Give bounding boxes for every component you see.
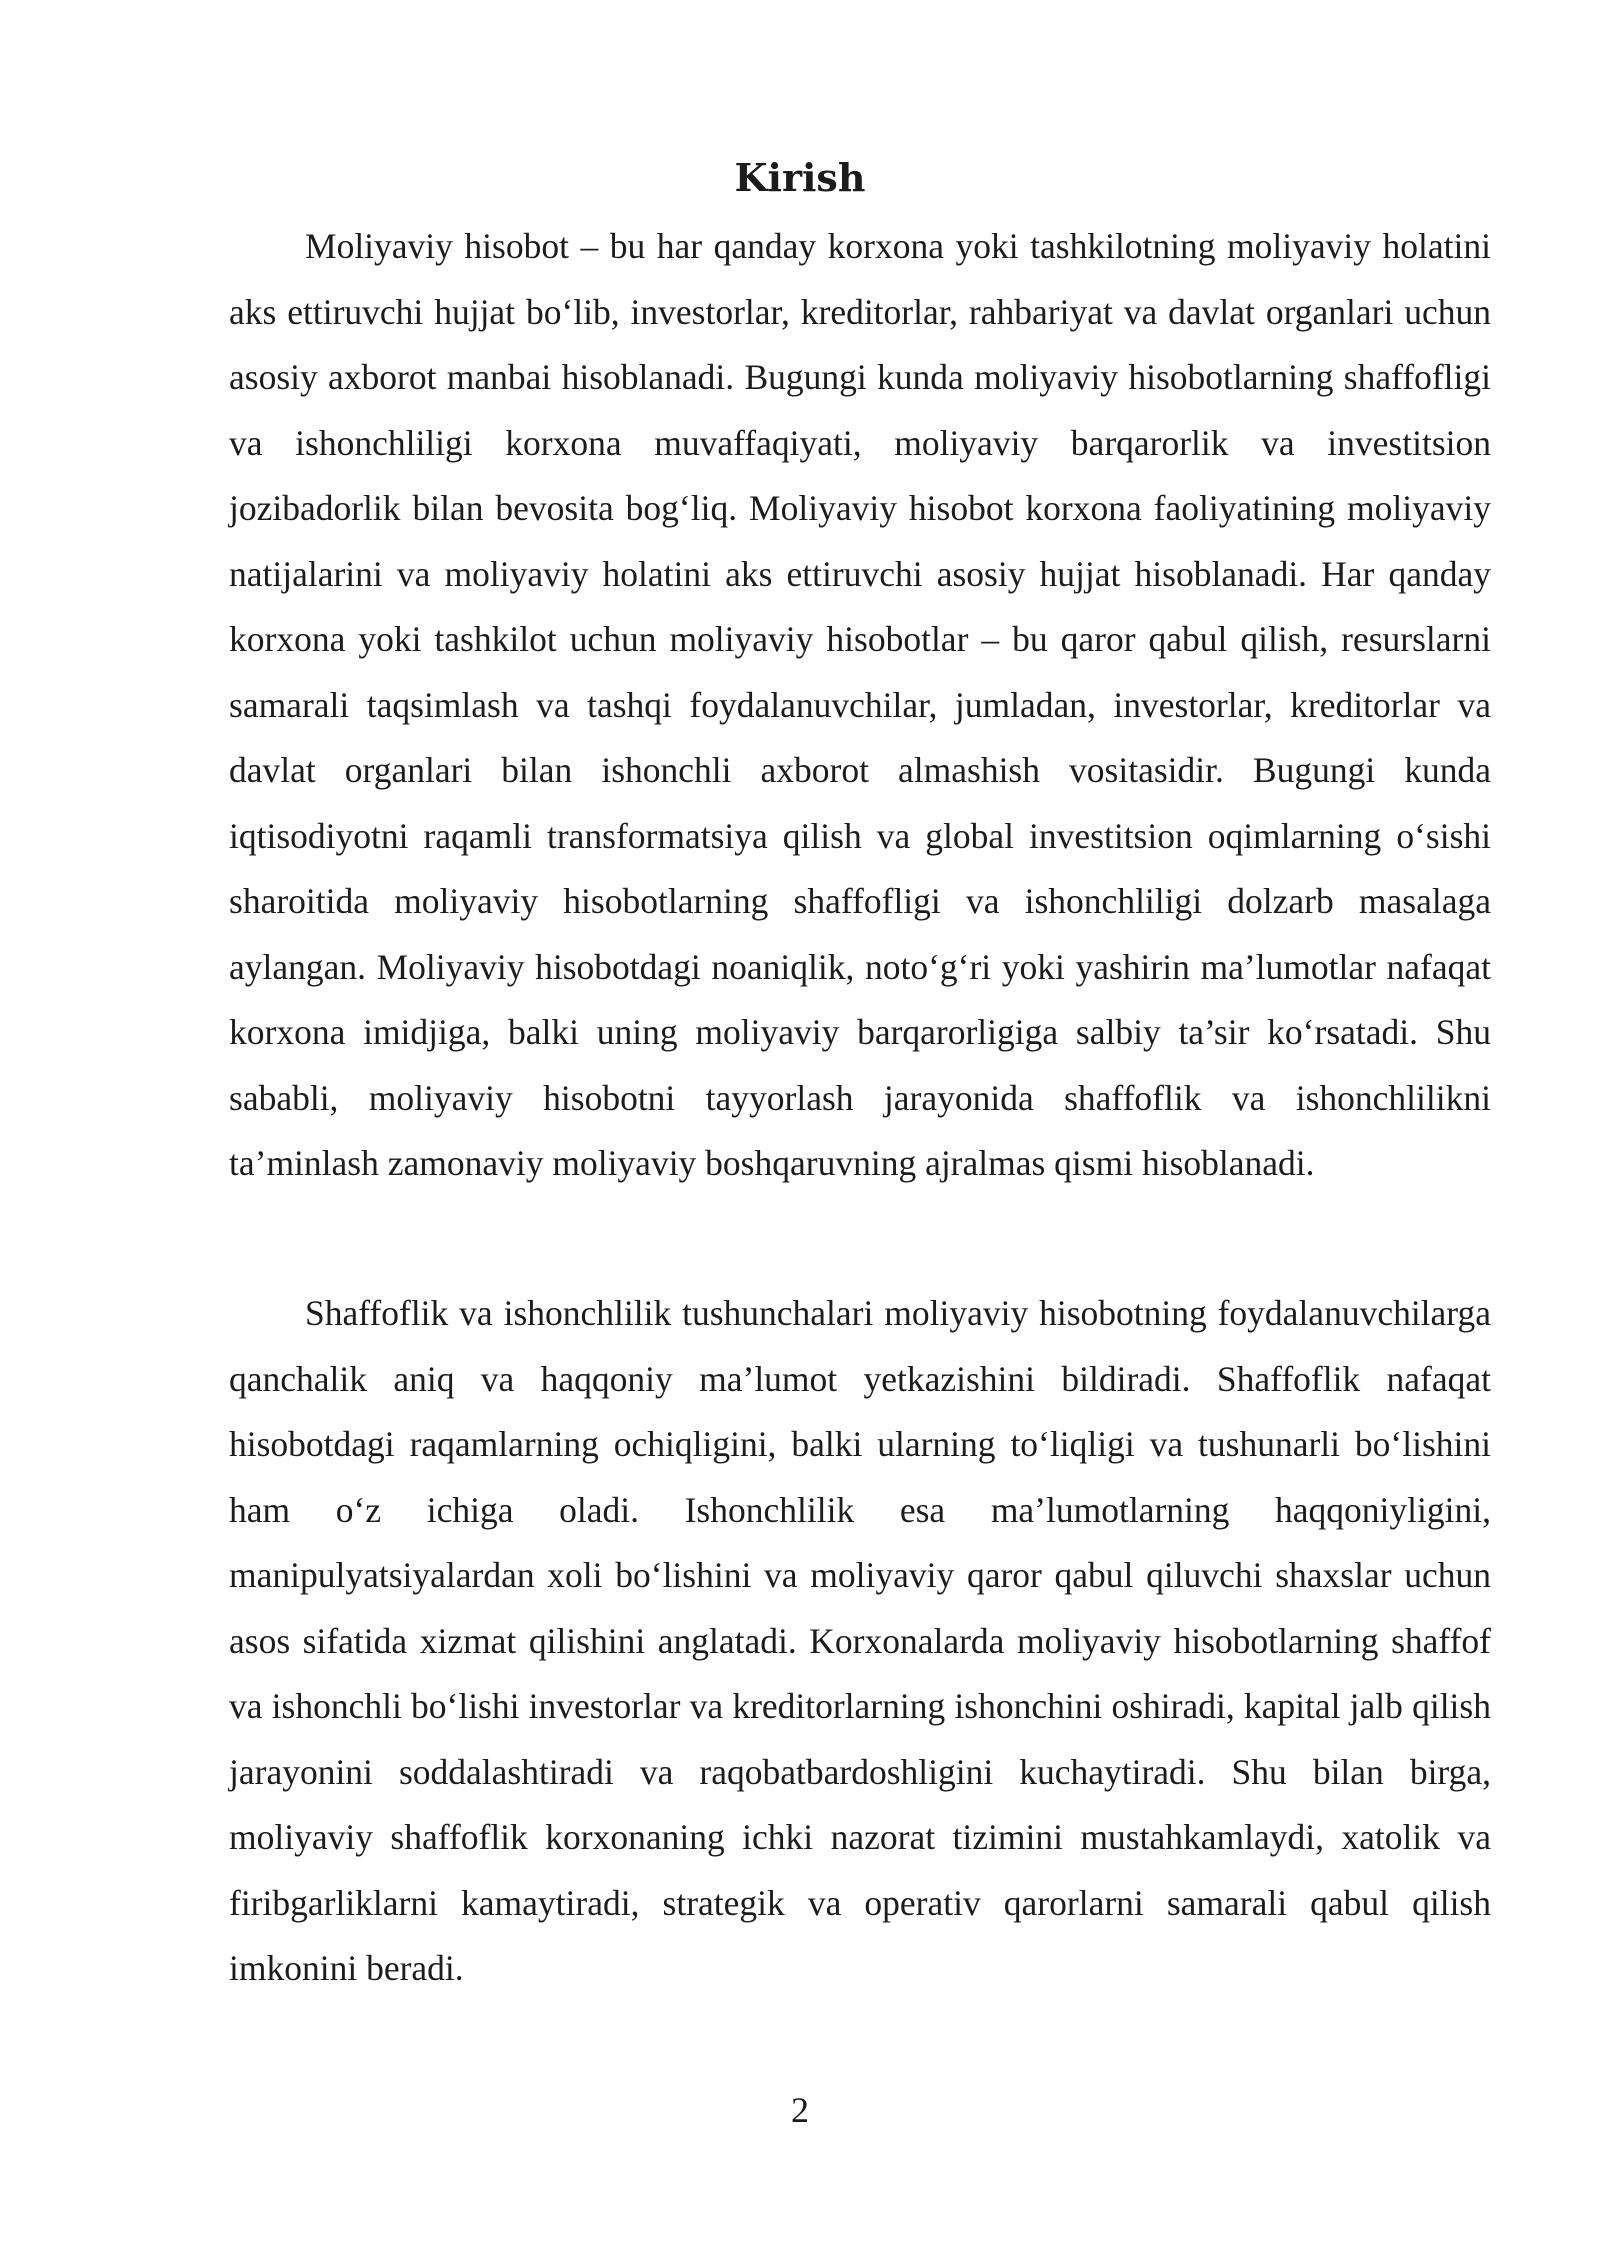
paragraph-1: Moliyaviy hisobot – bu har qanday korxona yoki tashkilotning moliyaviy holatini aks ettiruvchi hujjat bo‘lib, investorlar, kreditorlar, rahbariyat va davlat organlari uchun asosiy axborot manbai hisoblanadi. Bugungi kunda moliyaviy hisobotlarning shaffofligi va ishonchliligi korxona muvaffaqiyati, moliyaviy barqarorlik va investitsion jozibadorlik bilan bevosita bog‘liq. Moliyaviy hisobot korxona faoliyatining moliyaviy natijalarini va moliyaviy holatini aks ettiruvchi asosiy hujjat hisoblanadi. Har qanday korxona yoki tashkilot uchun moliyaviy hisobotlar – bu qaror qabul qilish, resurslarni samarali taqsimlash va tashqi foydalanuvchilar, jumladan, investorlar, kreditorlar va davlat organlari bilan ishonchli axborot almashish vositasidir. Bugungi kunda iqtisodiyotni raqamli transformatsiya qilish va global investitsion oqimlarning o‘sishi sharoitida moliyaviy hisobotlarning shaffofligi va ishonchliligi dolzarb masalaga aylangan. Moliyaviy hisobotdagi noaniqlik, noto‘g‘ri yoki yashirin ma’lumotlar nafaqat korxona imidjiga, balki uning moliyaviy barqarorligiga salbiy ta’sir ko‘rsatadi. Shu sababli, moliyaviy hisobotni tayyorlash jarayonida shaffoflik va ishonchlilikni ta’minlash zamonaviy moliyaviy boshqaruvning ajralmas qismi hisoblanadi. [229,226,1491,1183]
page-number: 2 [791,2090,809,2130]
page-title: Kirish [734,155,866,200]
paragraph-2: Shaffoflik va ishonchlilik tushunchalari moliyaviy hisobotning foydalanuvchilarga qanchalik aniq va haqqoniy ma’lumot yetkazishini bildiradi. Shaffoflik nafaqat hisobotdagi raqamlarning ochiqligini, balki ularning to‘liqligi va tushunarli bo‘lishini ham o‘z ichiga oladi. Ishonchlilik esa ma’lumotlarning haqqoniyligini, manipulyatsiyalardan xoli bo‘lishini va moliyaviy qaror qabul qiluvchi shaxslar uchun asos sifatida xizmat qilishini anglatadi. Korxonalarda moliyaviy hisobotlarning shaffof va ishonchli bo‘lishi investorlar va kreditorlarning ishonchini oshiradi, kapital jalb qilish jarayonini soddalashtiradi va raqobatbardoshligini kuchaytiradi. Shu bilan birga, moliyaviy shaffoflik korxonaning ichki nazorat tizimini mustahkamlaydi, xatolik va firibgarliklarni kamaytiradi, strategik va operativ qarorlarni samarali qabul qilish imkonini beradi. [229,1293,1491,1988]
